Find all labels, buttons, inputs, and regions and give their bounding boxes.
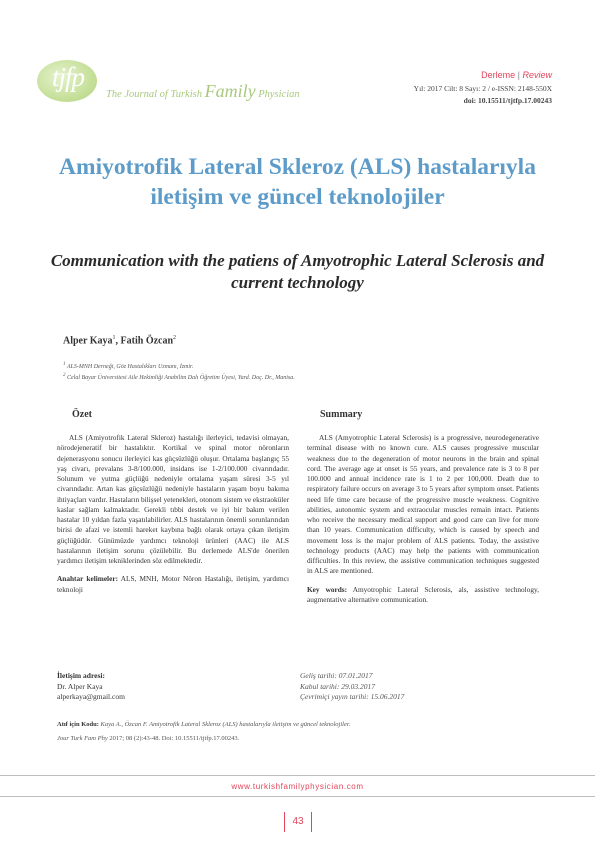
footer-divider-top	[0, 775, 595, 776]
accepted-date: Kabul tarihi: 29.03.2017	[300, 681, 376, 691]
author-name: Alper Kaya	[63, 335, 113, 347]
received-date: Geliş tarihi: 07.01.2017	[300, 671, 373, 680]
citation-label: Atıf için Kodu:	[57, 721, 99, 728]
volume-line: Yıl: 2017 Cilt: 8 Sayı: 2 / e-ISSN: 2148-550X	[413, 84, 552, 93]
footer-url-link[interactable]: www.turkishfamilyphysician.com	[231, 782, 364, 791]
journal-logo-mark: tjfp	[51, 62, 84, 92]
keywords-text: Amyotrophic Lateral Sclerosis, als, assistive technology, augmentative alternative communication.	[307, 584, 539, 604]
affiliation-text: Celal Bayar Üniversitesi Aile Hekimliği Anabilim Dalı Öğretim Üyesi, Yard. Doç. Dr., Manisa.	[65, 375, 295, 381]
citation-journal: Jour Turk Fam Phy	[57, 735, 108, 742]
abstract-tr-heading: Özet	[72, 409, 92, 420]
citation-text: Kaya A., Özcan F. Amiyotrofik Lateral Skleroz (ALS) hastalarıyla iletişim ve güncel teknolojiler.	[98, 721, 351, 728]
keywords-text: ALS, MNH, Motor Nöron Hastalığı, iletişim, yardımcı teknoloji	[57, 574, 289, 594]
published-date: Çevrimiçi yayın tarihi: 15.06.2017	[300, 692, 405, 701]
journal-name	[106, 81, 300, 102]
abstract-tr-keywords	[57, 574, 289, 595]
citation-details: 2017; 08 (2):43-48. Doi: 10.15511/tjtfp.17.00243.	[107, 735, 240, 742]
affiliation-sup: 2	[63, 373, 66, 378]
author-sup: 1	[112, 335, 116, 341]
article-type-en: Review	[522, 70, 552, 80]
doi-line: doi: 10.15511/tjtfp.17.00243	[463, 96, 552, 105]
dates-block	[300, 671, 404, 703]
author-sep: ,	[115, 335, 121, 347]
journal-name-big: Family	[204, 81, 256, 101]
abstract-en	[307, 433, 539, 605]
article-type	[481, 70, 552, 80]
citation-line-2	[57, 732, 547, 746]
author-list	[63, 335, 176, 346]
abstract-en-heading: Summary	[320, 409, 363, 420]
author-name: Fatih Özcan	[120, 335, 174, 347]
abstract-en-body: ALS (Amyotrophic Lateral Sclerosis) is a progressive, neurodegenerative terminal disease with no known cure. ALS causes progressive muscular weakness due to the degeneration of motor neurons in the brain and spinal cord. The average age at onset is 55 years, and prevalence rate is 3 to 8 per 100.000 and annual incidence rate is 1 to 2 per 100,000. Death due to respiratory failure occurs on average 3 to 5 years after symptom onset. Patients need life time care because of the progressive muscle weakness. Cognitive abilities, autonomic system and extraocular muscles remain intact. Patients who receive the necessary medical support and good care can live for more than 10 years. Communication difficulty, which is caused by speech and movement loss is the major problem of ALS patients. Today, the assistive technology products (AAC) may help the patients with communication difficulties. In this review, the assistive communication techniques suggested in ALS are mentioned.	[307, 433, 539, 576]
abstract-tr	[57, 433, 289, 595]
contact-email[interactable]: alperkaya@gmail.com	[57, 692, 125, 701]
affiliation-1	[63, 362, 193, 370]
abstract-tr-body: ALS (Amiyotrofik Lateral Skleroz) hastalığı ilerleyici, tedavisi olmayan, nörodejeneratif bir hastalıktır. Kortikal ve spinal motor nöronların dejenerasyonu sonucu ilerleyici kas güçsüzlüğü oluşur. Ortalama başlangıç 55 yaş civarı, prevalans 3-8/100.000, insidans ise 1-2/100.000 civarındadır. Solunum ve yutma güçlüğü nedeniyle ortalama yaşam süresi 3-5 yıl civarındadır. Artan kas güçsüzlüğü nedeniyle hastaların yaşam boyu bakıma ihtiyaçları vardır. Hastaların bilişsel yetenekleri, otonom sistem ve ekstraoküler kaslar sağlam kalmaktadır. Gerekli tıbbi destek ve iyi bir bakım verilen hastalar 10 yıldan fazla yaşatılabilirler. ALS hastalarının önemli sorunlarından birisi de afazi ve istemli hareket kaybına bağlı olarak ortaya çıkan iletişim güçlüğüdür. Günümüzde yardımcı teknoloji ürünleri (AAC) ile ALS hastalarının iletişim sorunu çözülebilir. Bu derlemede ALS'de önerilen yardımcı iletişim tekniklerinden söz edilmektedir.	[57, 433, 289, 565]
affiliation-2	[63, 373, 295, 381]
title-turkish: Amiyotrofik Lateral Skleroz (ALS) hastalarıyla iletişim ve güncel teknolojiler	[59, 154, 536, 210]
citation-block	[57, 718, 547, 746]
title-english: Communication with the patiens of Amyotrophic Lateral Sclerosis and current technology	[50, 251, 545, 292]
abstract-en-keywords	[307, 585, 539, 606]
affiliation-sup: 1	[63, 362, 66, 367]
citation-line-1	[57, 718, 547, 732]
keywords-label: Key words:	[307, 584, 348, 594]
article-type-tr: Derleme	[481, 70, 516, 80]
contact-block	[57, 671, 125, 703]
keywords-label: Anahtar kelimeler:	[57, 574, 118, 584]
contact-heading: İletişim adresi:	[57, 671, 105, 680]
contact-name: Dr. Alper Kaya	[57, 681, 103, 691]
page-number-bar-left	[284, 812, 285, 832]
footer-divider-bottom	[0, 796, 595, 797]
page-number: 43	[292, 816, 304, 827]
journal-name-prefix: The Journal of Turkish	[106, 89, 205, 100]
page-number-bar-right	[311, 812, 312, 832]
article-type-separator: |	[515, 70, 523, 80]
journal-name-suffix: Physician	[255, 89, 300, 100]
affiliation-text: ALS-MNH Derneği, Göz Hastalıkları Uzmanı, İzmir.	[65, 364, 194, 370]
author-sup: 2	[173, 335, 177, 341]
